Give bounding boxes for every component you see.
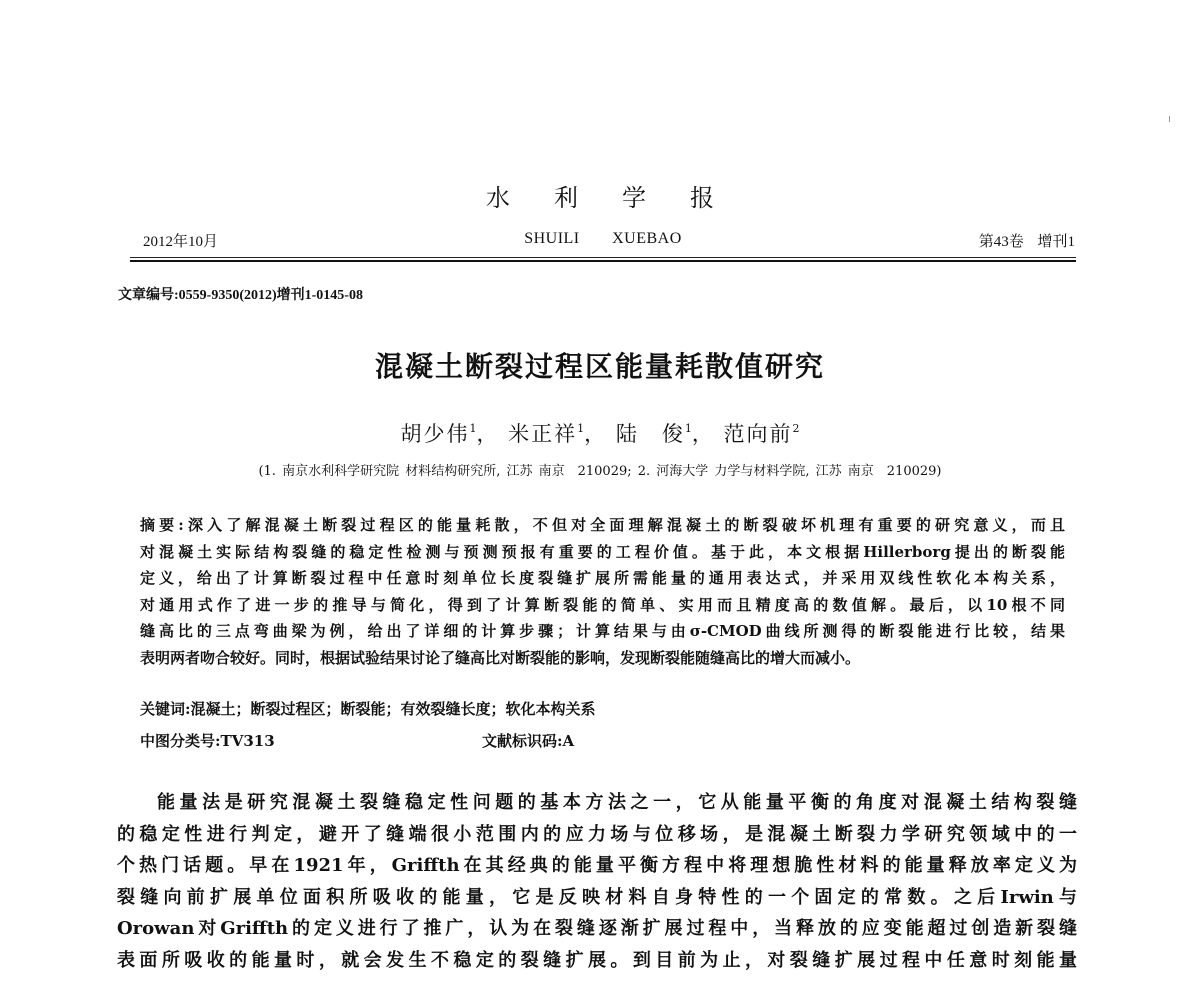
body-line: Orowan对Griffth的定义进行了推广，认为在裂缝逐渐扩展过程中，当释放的应变能超过创造新裂缝: [117, 918, 1077, 939]
body-line: 的稳定性进行判定，避开了缝端很小范围内的应力场与位移场，是混凝土断裂力学研究领域中的一: [117, 823, 1077, 845]
article-number: 文章编号:0559-9350(2012)增刊1-0145-08: [118, 288, 363, 303]
abstract-line: 对混凝土实际结构裂缝的稳定性检测与预测预报有重要的工程价值。基于此，本文根据Hillerborg提出的断裂能: [140, 542, 1065, 561]
author-name: 陆 俊: [615, 422, 685, 446]
body-paragraph: [117, 787, 1077, 976]
running-header: [143, 230, 1075, 252]
abstract-line: 表明两者吻合较好。同时，根据试验结果讨论了缝高比对断裂能的影响，发现断裂能随缝高比的增大而减小。: [140, 648, 861, 667]
issue-date: 2012年10月: [143, 234, 219, 250]
document-code-value: A: [562, 732, 575, 750]
abstract-label: 摘要:: [140, 516, 184, 534]
classification-value: TV313: [220, 732, 275, 750]
paper-title: 混凝土断裂过程区能量耗散值研究: [374, 350, 825, 383]
abstract-line: 对通用式作了进一步的推导与简化，得到了计算断裂能的简单、实用而且精度高的数值解。最后，以10根不同: [140, 595, 1065, 614]
body-line: 表面所吸收的能量时，就会发生不稳定的裂缝扩展。到目前为止，对裂缝扩展过程中任意时刻能量: [117, 949, 1077, 971]
keywords: [140, 698, 596, 719]
abstract-line: 缝高比的三点弯曲梁为例，给出了详细的计算步骤；计算结果与由σ-CMOD曲线所测得的断裂能进行比较，结果: [140, 622, 1065, 640]
author-affil-mark: 1: [469, 422, 477, 435]
abstract: [140, 512, 1065, 671]
header-rule-thin: [130, 257, 1076, 258]
author-name: 胡少伟: [400, 422, 470, 446]
author-affil-mark: 2: [792, 422, 800, 435]
author-list: 胡少伟$^1$， 米正祥$^1$， 陆 俊$^1$， 范向前$^2$: [400, 422, 800, 446]
author-affil-mark: 1: [577, 422, 585, 435]
author-name: 范向前: [723, 422, 793, 446]
body-line: 个热门话题。早在1921年，Griffth在其经典的能量平衡方程中将理想脆性材料的能量释放率定义为: [117, 855, 1077, 876]
document-code: [482, 730, 574, 751]
author-affil-mark: 1: [684, 422, 692, 435]
keywords-value: 混凝土；断裂过程区；断裂能；有效裂缝长度；软化本构关系: [190, 700, 596, 718]
author-name: 米正祥: [508, 422, 578, 446]
body-line: 能量法是研究混凝土裂缝稳定性问题的基本方法之一，它从能量平衡的角度对混凝土结构裂缝: [157, 792, 1077, 813]
document-code-label: 文献标识码:: [482, 732, 563, 750]
header-rule-thick: [130, 260, 1076, 262]
abstract-line: 定义，给出了计算断裂过程中任意时刻单位长度裂缝扩展所需能量的通用表达式，并采用双线性软化本构关系，: [140, 569, 1065, 587]
journal-title-en: SHUILI XUEBAO: [524, 230, 682, 247]
keywords-label: 关键词:: [140, 700, 191, 718]
body-line: 裂缝向前扩展单位面积所吸收的能量，它是反映材料自身特性的一个固定的常数。之后Irwin与: [117, 886, 1077, 908]
volume-issue: 第43卷 增刊1: [978, 234, 1075, 250]
affiliations: (1. 南京水利科学研究院 材料结构研究所, 江苏 南京 210029; 2. 河海大学 力学与材料学院, 江苏 南京 210029): [258, 464, 942, 479]
journal-title: 水利学报: [486, 184, 758, 212]
scan-edge-mark: [1169, 116, 1170, 122]
classification-number: [140, 730, 275, 751]
classification-label: 中图分类号:: [140, 732, 221, 750]
abstract-line: 摘要:深入了解混凝土断裂过程区的能量耗散，不但对全面理解混凝土的断裂破坏机理有重要的研究意义，而且: [140, 516, 1065, 534]
